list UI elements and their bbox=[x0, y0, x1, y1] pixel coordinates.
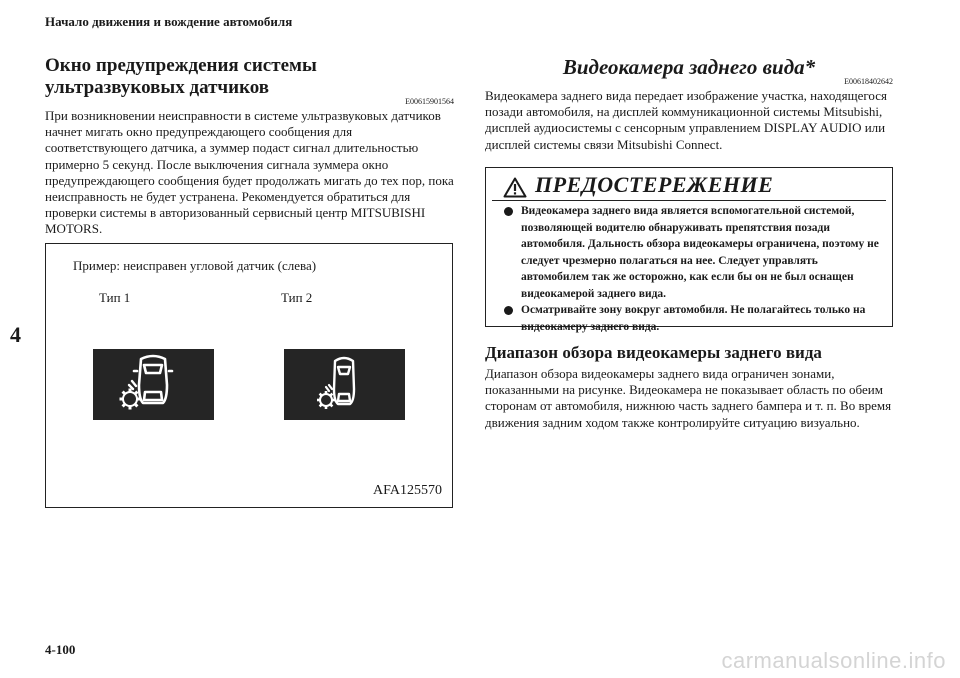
bullet-dot bbox=[504, 306, 513, 315]
chapter-tab: 4 bbox=[10, 322, 21, 347]
left-body-text: При возникновении неисправности в системе ультразвуковых датчиков начнет мигать окно предупреждающего сообщения для соответствующего датчика, а зуммер подаст сигнал длительностью примерно 5 секунд. После выключения сигнала зуммера окно предупреждающего сообщения будет продолжать мигать до тех пор, пока неисправность не будет устранена. Рекомендуется обратиться для проверки системы в авторизованный сервисный центр MITSUBISHI MOTORS. bbox=[45, 108, 454, 237]
bullet-dot bbox=[504, 207, 513, 216]
warning-item bbox=[504, 203, 879, 302]
gear-warning-icon bbox=[317, 391, 335, 409]
right-body-text: Видеокамера заднего вида передает изображение участка, находящегося позади автомобиля, на дисплей коммуникационной системы Mitsubishi, дисплей аудиосистемы с сенсорным управлением DISPLAY AUDIO или дисплей системы связи Mitsubishi Connect. bbox=[485, 88, 887, 152]
figure-label-type1: Тип 1 bbox=[99, 290, 131, 305]
warning-list bbox=[504, 203, 879, 335]
gear-warning-icon bbox=[120, 389, 141, 410]
figure-caption: Пример: неисправен угловой датчик (слева) bbox=[73, 258, 317, 273]
warning-item bbox=[504, 302, 879, 335]
right-body-text-2: Диапазон обзора видеокамеры заднего вида ограничен зонами, показанными на рисунке. Видеокамера не показывает область по обеим сторонам от автомобиля, нижнюю часть заднего бампера и т. п. Во время движения задним ходом также контролируйте ситуацию визуально. bbox=[485, 366, 892, 430]
display-screen-type1 bbox=[93, 349, 214, 420]
figure-label-type2: Тип 2 bbox=[281, 290, 313, 305]
warning-title: ПРЕДОСТЕРЕЖЕНИЕ bbox=[535, 172, 774, 197]
warning-divider bbox=[492, 200, 886, 201]
page-number: 4-100 bbox=[45, 642, 76, 657]
warning-item-text: Видеокамера заднего вида является вспомогательной системой, позволяющей водителю обнаруживать препятствия позади автомобиля. Дальность обзора видеокамеры ограничена, поэтому не следует чрезмерно полагаться на нее. Следует управлять автомобилем так же осторожно, как если бы он не был оснащен видеокамерой заднего вида. bbox=[521, 205, 879, 300]
warning-box bbox=[485, 167, 893, 333]
watermark: carmanualsonline.info bbox=[721, 648, 946, 673]
warning-triangle-icon bbox=[503, 177, 527, 198]
sensor-warning-figure bbox=[45, 243, 453, 508]
right-section bbox=[485, 55, 893, 153]
car-top-view-icon bbox=[93, 349, 214, 420]
figure-code: AFA125570 bbox=[373, 483, 442, 498]
car-top-view-icon bbox=[284, 349, 405, 420]
warning-header bbox=[486, 168, 892, 202]
left-section-code: E00615901564 bbox=[405, 97, 454, 106]
display-screen-type2 bbox=[284, 349, 405, 420]
running-header: Начало движения и вождение автомобиля bbox=[45, 14, 293, 29]
right-subheading: Диапазон обзора видеокамеры заднего вида bbox=[485, 343, 822, 362]
warning-item-text: Осматривайте зону вокруг автомобиля. Не полагайтесь только на видеокамеру заднего вида. bbox=[521, 304, 866, 333]
left-heading: Окно предупреждения системы ультразвуковых датчиков bbox=[45, 55, 317, 98]
right-section-code: E00618402642 bbox=[844, 77, 893, 86]
left-section bbox=[45, 55, 454, 238]
right-heading: Видеокамера заднего вида* bbox=[562, 55, 816, 79]
